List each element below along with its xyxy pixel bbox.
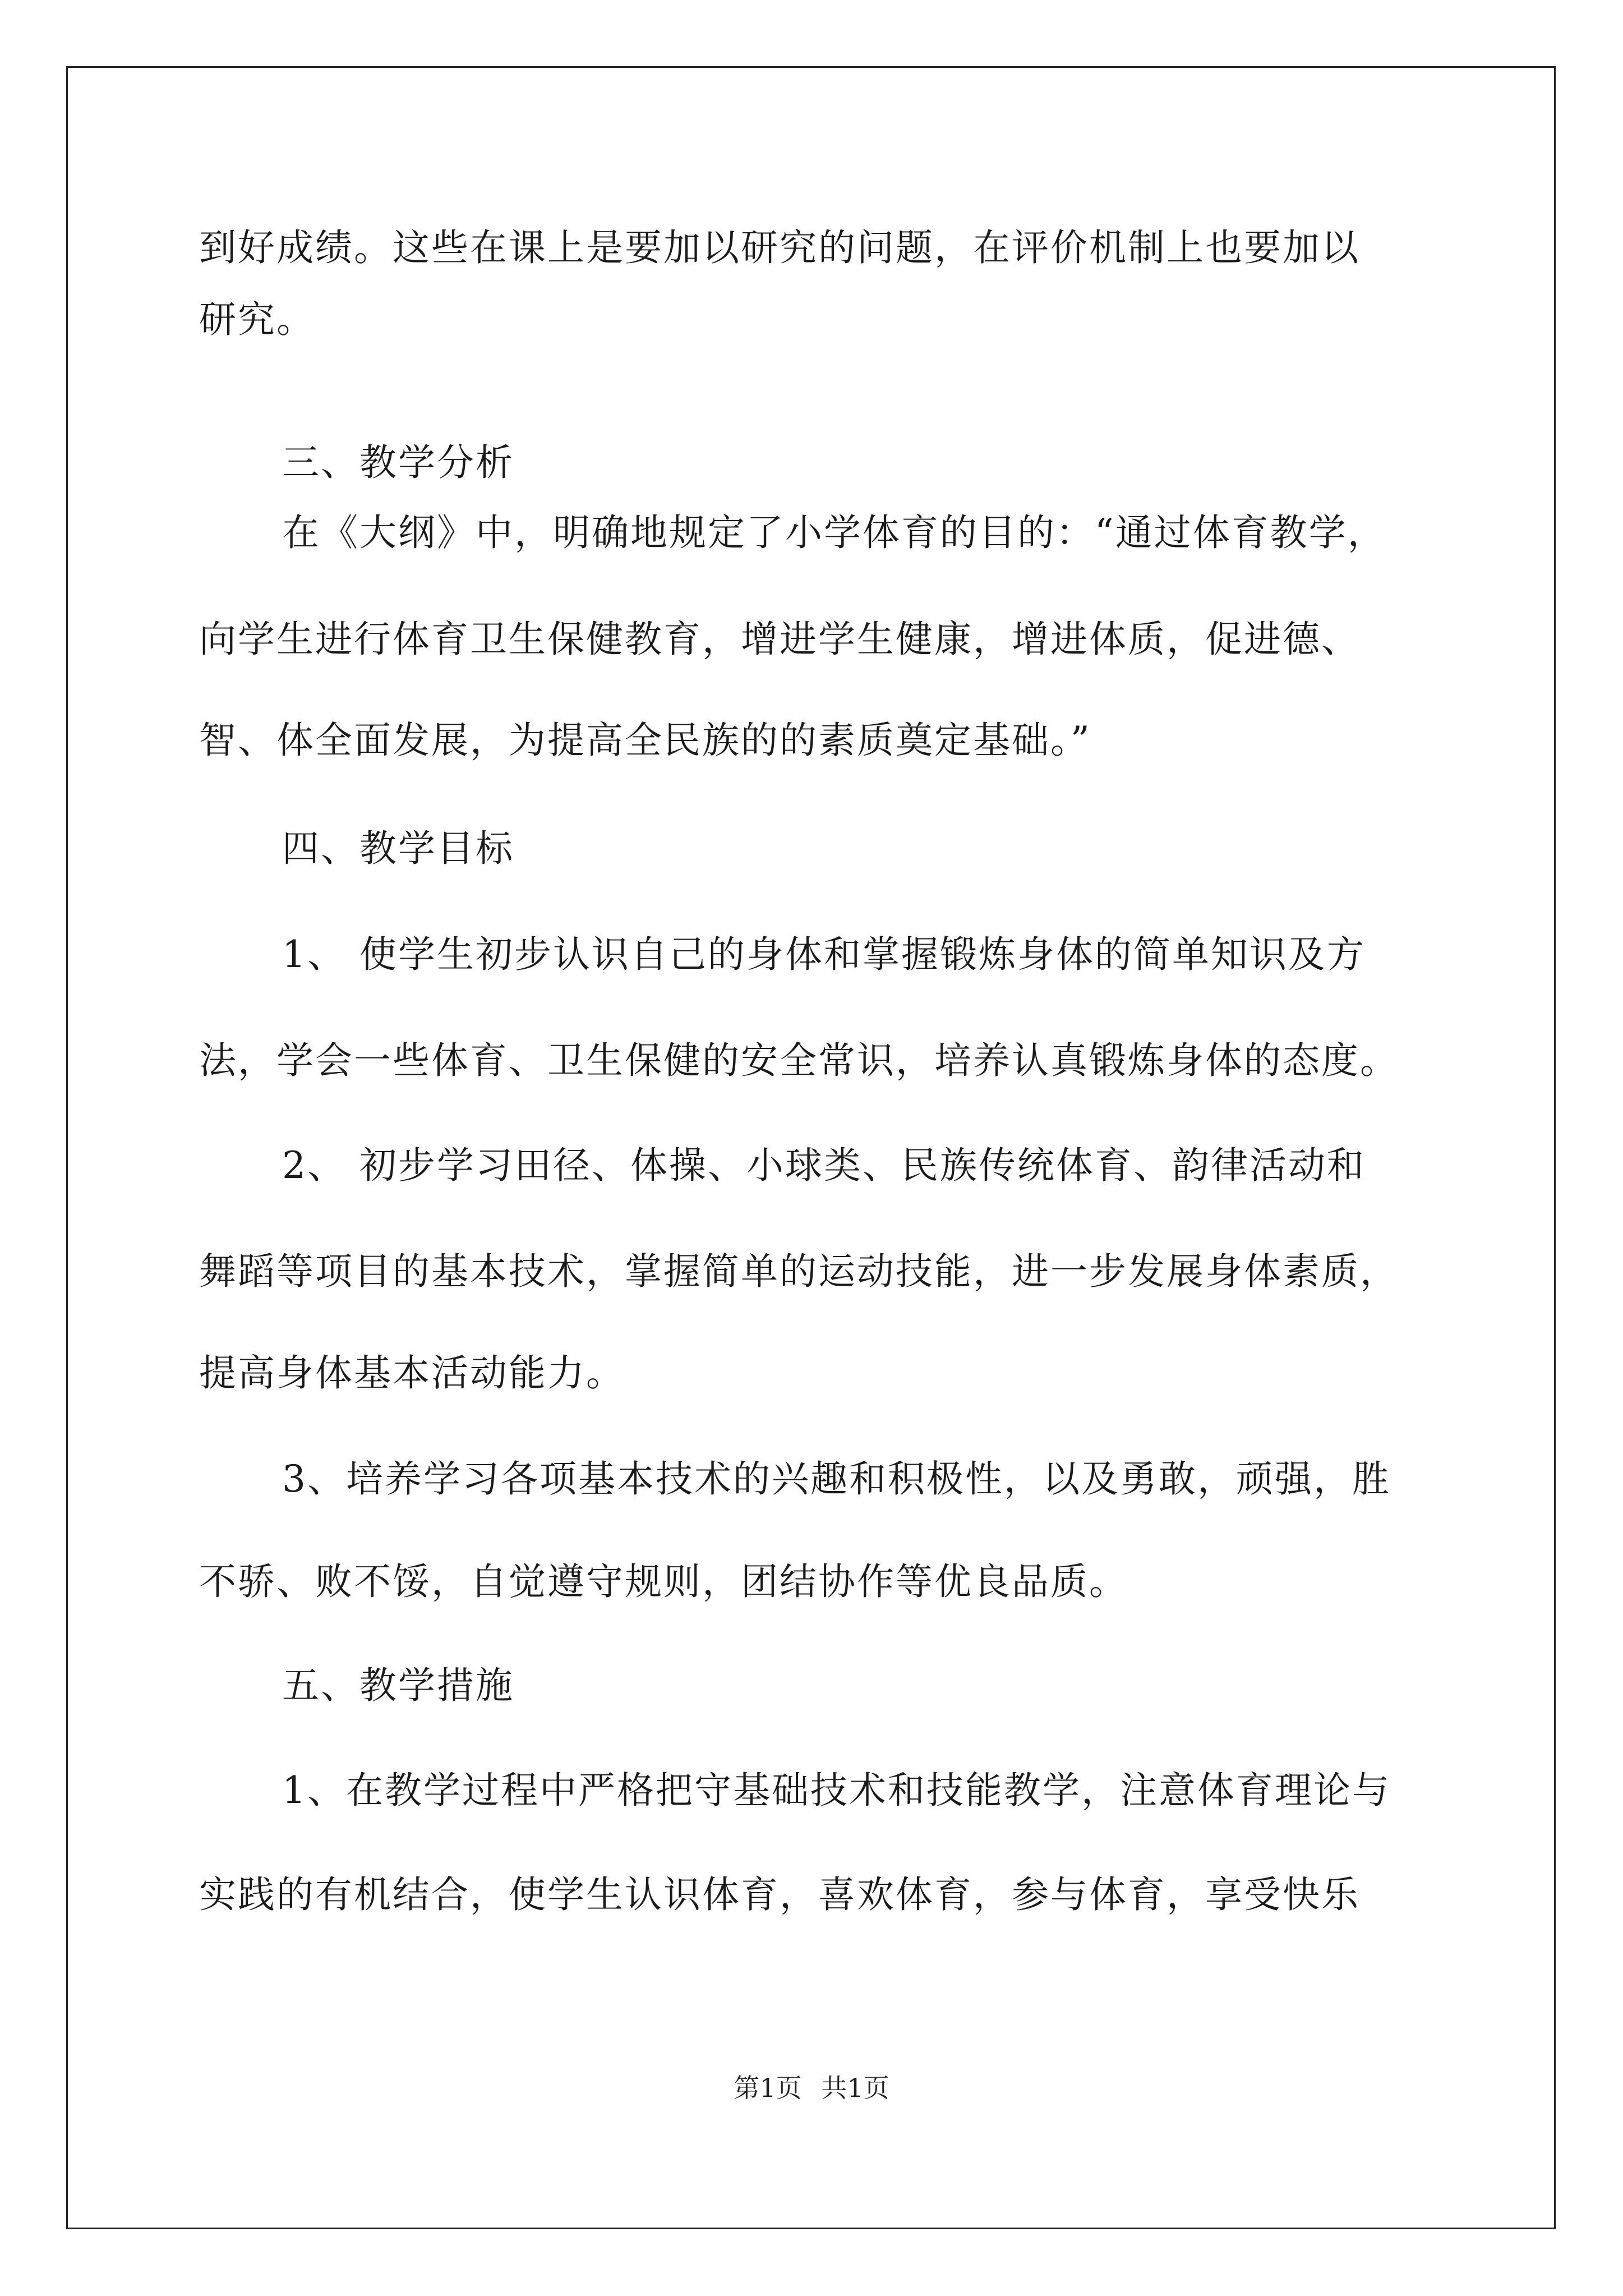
paragraph-line: 智、体全面发展，为提高全民族的的素质奠定基础。” xyxy=(199,719,1091,762)
paragraph-line: 向学生进行体育卫生保健教育，增进学生健康，增进体质，促进德、 xyxy=(199,618,1360,661)
page-total: 共1页 xyxy=(821,2073,889,2103)
paragraph-line: 1、 使学生初步认识自己的身体和掌握锻炼身体的简单知识及方 xyxy=(282,933,1366,976)
page-footer xyxy=(0,2071,1623,2105)
paragraph-line: 1、在教学过程中严格把守基础技术和技能教学，注意体育理论与 xyxy=(282,1769,1391,1812)
paragraph-line: 实践的有机结合，使学生认识体育，喜欢体育，参与体育，享受快乐 xyxy=(199,1873,1360,1916)
section-heading: 四、教学目标 xyxy=(282,827,514,870)
paragraph-line: 3、培养学习各项基本技术的兴趣和积极性，以及勇敢，顽强，胜 xyxy=(282,1457,1391,1501)
section-heading: 三、教学分析 xyxy=(282,441,514,484)
paragraph-line: 舞蹈等项目的基本技术，掌握简单的运动技能，进一步发展身体素质， xyxy=(199,1250,1399,1293)
page-number: 第1页 xyxy=(734,2073,802,2103)
paragraph-line: 在《大纲》中，明确地规定了小学体育的目的：“通过体育教学， xyxy=(282,511,1386,554)
paragraph-line: 2、 初步学习田径、体操、小球类、民族传统体育、韵律活动和 xyxy=(282,1144,1366,1187)
section-heading: 五、教学措施 xyxy=(282,1664,514,1707)
paragraph-line: 不骄、败不馁，自觉遵守规则，团结协作等优良品质。 xyxy=(199,1560,1128,1603)
paragraph-line: 到好成绩。这些在课上是要加以研究的问题，在评价机制上也要加以 xyxy=(199,226,1360,269)
paragraph-line: 研究。 xyxy=(199,298,315,341)
paragraph-line: 法，学会一些体育、卫生保健的安全常识，培养认真锻炼身体的态度。 xyxy=(199,1039,1399,1082)
paragraph-line: 提高身体基本活动能力。 xyxy=(199,1351,625,1395)
